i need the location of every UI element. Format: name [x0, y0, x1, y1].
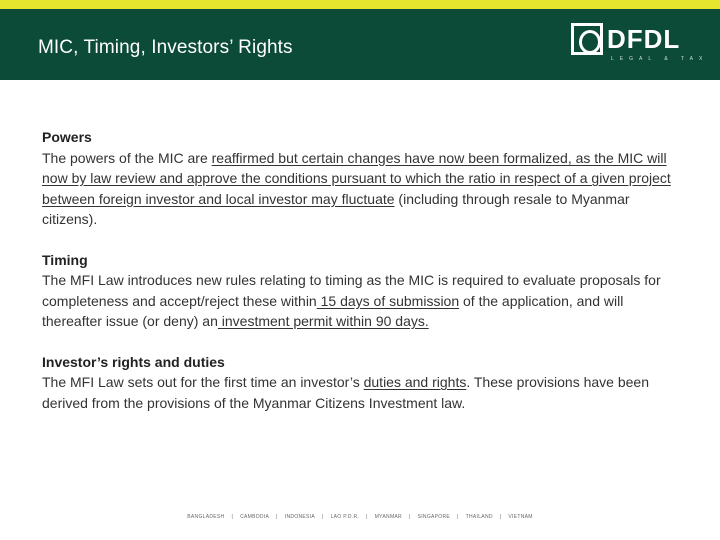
dfdl-logo: [571, 23, 709, 69]
footer-separator: |: [457, 514, 459, 520]
underlined-text: investment permit within 90 days.: [217, 313, 429, 329]
footer-country: INDONESIA: [284, 514, 315, 520]
section-body: [42, 372, 682, 413]
section-heading: Investor’s rights and duties: [42, 353, 225, 370]
body-text: . These provisions have been derived from the provisions of the Myanmar Citizens Investment law.: [42, 374, 649, 411]
footer-separator: |: [276, 514, 278, 520]
underlined-text: 15 days of submission: [316, 292, 460, 309]
section-body: [42, 270, 682, 332]
body-text: The powers of the MIC are: [42, 149, 212, 166]
section-investor-rights: [42, 352, 682, 414]
body-text: The MFI Law sets out for the first time an investor’s: [42, 374, 364, 390]
page-title: MIC, Timing, Investors’ Rights: [38, 37, 293, 58]
body-text: (including through resale to Myanmar citizens).: [42, 190, 630, 227]
footer-country: VIETNAM: [508, 514, 533, 520]
section-timing: [42, 250, 682, 332]
section-powers: [42, 127, 682, 230]
body-text: of the application, and will thereafter issue (or deny) an: [42, 292, 624, 329]
footer-separator: |: [499, 514, 502, 520]
footer-country: MYANMAR: [374, 514, 402, 520]
footer-separator: |: [321, 514, 324, 520]
section-body: [42, 148, 682, 230]
top-accent-stripe: [0, 0, 720, 9]
footer-separator: |: [366, 514, 368, 520]
footer-countries: [0, 514, 720, 520]
logo-subtitle: LEGAL & TAX: [611, 56, 709, 62]
footer-country: THAILAND: [465, 514, 493, 520]
logo-mark-icon: [571, 23, 603, 55]
footer-separator: |: [231, 514, 234, 520]
footer-country: BANGLADESH: [187, 514, 225, 520]
logo-text: DFDL: [607, 24, 681, 54]
section-heading: Powers: [42, 129, 92, 145]
footer-country: CAMBODIA: [240, 514, 270, 520]
underlined-text: duties and rights: [363, 374, 467, 390]
section-heading: Timing: [42, 251, 88, 268]
footer-country: SINGAPORE: [417, 514, 451, 520]
footer-country: LAO P.D.R.: [330, 514, 360, 520]
body-text: The MFI Law introduces new rules relating to timing as the MIC is required to evaluate proposals for completeness and accept/reject these within: [42, 272, 661, 309]
main-content: [42, 127, 682, 433]
underlined-text: reaffirmed but certain changes have now been formalized, as the MIC will now by law review and approve the conditions pursuant to which the ratio in respect of a given project between foreign investor and local investor may fluctuate: [42, 149, 671, 207]
footer-separator: |: [408, 514, 411, 520]
